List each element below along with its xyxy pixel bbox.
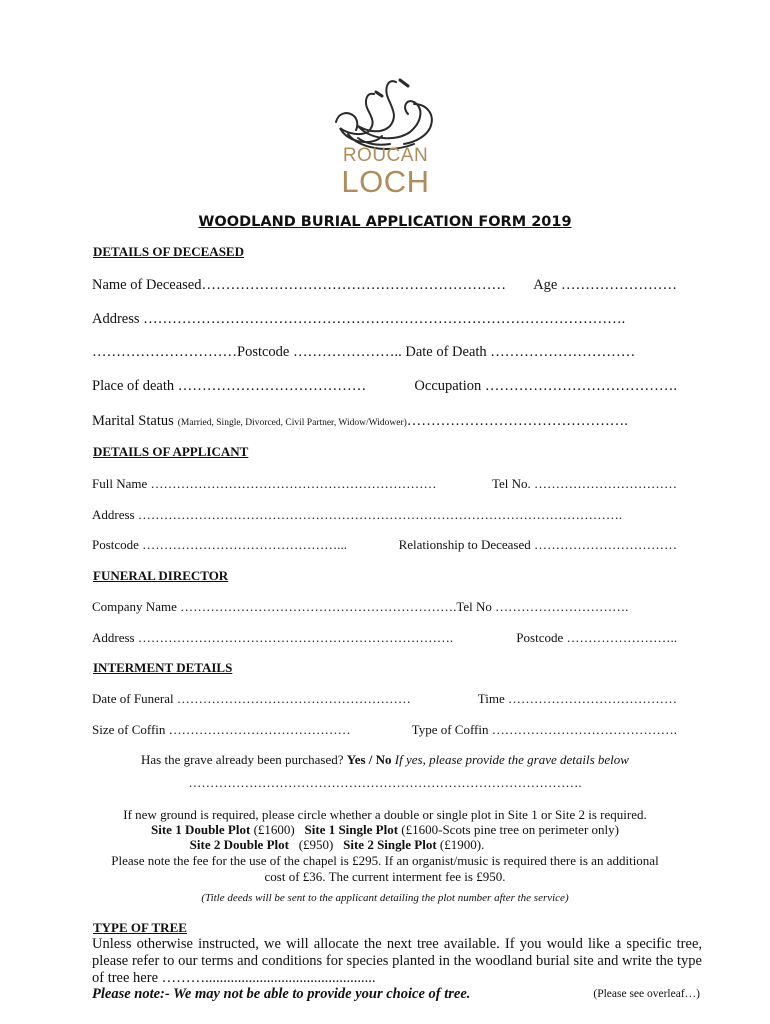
funeral-time-field[interactable]: Time …………………………………	[477, 691, 677, 706]
heading-applicant: DETAILS OF APPLICANT	[93, 444, 249, 459]
deceased-postcode-death-field[interactable]: …………………………Postcode ………………….. Date of Death …………………………	[92, 344, 636, 360]
applicant-relationship-field[interactable]: Relationship to Deceased ……………………………	[398, 537, 677, 552]
grave-question-text: Has the grave already been purchased?	[141, 752, 344, 767]
form-title: WOODLAND BURIAL APPLICATION FORM 2019	[198, 214, 572, 230]
site1-single-price: (£1600-Scots pine tree on perimeter only)	[401, 822, 619, 837]
grave-details-field[interactable]: ……………………………………………………………………………….	[188, 775, 582, 790]
marital-label: Marital Status	[92, 413, 174, 429]
deceased-occupation-field[interactable]: Occupation ………………………………….	[414, 378, 677, 394]
site2-single-plot[interactable]: Site 2 Single Plot	[343, 837, 437, 852]
site1-double-plot[interactable]: Site 1 Double Plot	[151, 822, 251, 837]
site2-double-plot[interactable]: Site 2 Double Plot	[189, 837, 289, 852]
deceased-age-field[interactable]: Age ……………………	[533, 277, 677, 293]
coffin-size-field[interactable]: Size of Coffin ……………………………………	[92, 722, 351, 737]
brand-line-2: LOCH	[341, 164, 430, 199]
chapel-fee-line-1: Please note the fee for the use of the chapel is £295. If an organist/music is required there is an additional	[111, 853, 659, 868]
applicant-tel-field[interactable]: Tel No. ……………………………	[491, 476, 677, 491]
heading-deceased: DETAILS OF DECEASED	[93, 244, 244, 259]
heading-interment: INTERMENT DETAILS	[93, 660, 233, 675]
site-2-options	[0, 837, 722, 853]
marital-dots: ……………………………………….	[406, 413, 628, 429]
deeds-note: (Title deeds will be sent to the applicant detailing the plot number after the service)	[201, 892, 569, 904]
site2-single-price: (£1900).	[439, 837, 485, 852]
new-ground-text: If new ground is required, please circle whether a double or single plot in Site 1 or Site 2 is required.	[123, 807, 647, 822]
applicant-postcode-field[interactable]: Postcode ………………………………………...	[92, 537, 347, 552]
marital-options: (Married, Single, Divorced, Civil Partner, Widow/Widower)	[177, 418, 407, 428]
grave-question	[0, 752, 770, 768]
coffin-type-field[interactable]: Type of Coffin …………………………………….	[411, 722, 677, 737]
site2-double-price: (£950)	[298, 837, 334, 852]
deceased-place-field[interactable]: Place of death …………………………………	[92, 378, 367, 394]
grave-yes-no[interactable]: Yes / No	[346, 752, 392, 767]
director-company-field[interactable]: Company Name ……………………………………………………….Tel No ………………………….	[92, 599, 629, 614]
deceased-address-field[interactable]: Address ……………………………………………………………………………………….	[92, 311, 626, 327]
tree-paragraph[interactable]: Unless otherwise instructed, we will allocate the next tree available. If you would like a specific tree, please refer to our terms and conditions for species planted in the woodland burial site and write the type of tree here ………...............................................	[92, 936, 702, 986]
tree-note: Please note:- We may not be able to provide your choice of tree.	[92, 986, 471, 1002]
applicant-address-field[interactable]: Address ………………………………………………………………………………………………….	[92, 507, 623, 522]
site1-single-plot[interactable]: Site 1 Single Plot	[304, 822, 399, 837]
applicant-fullname-field[interactable]: Full Name …………………………………………………………	[92, 476, 437, 491]
director-postcode-field[interactable]: Postcode ……………………..	[516, 630, 677, 645]
overleaf-note: (Please see overleaf…)	[593, 988, 700, 1000]
heading-tree: TYPE OF TREE	[93, 920, 187, 935]
heading-funeral-director: FUNERAL DIRECTOR	[93, 568, 229, 583]
funeral-date-field[interactable]: Date of Funeral ………………………………………………	[92, 691, 411, 706]
site-1-options	[0, 822, 770, 838]
grave-instruction: If yes, please provide the grave details below	[394, 752, 629, 767]
director-address-field[interactable]: Address ……………………………………………………………….	[92, 630, 454, 645]
brand-line-1: ROUCAN	[342, 145, 429, 166]
site1-double-price: (£1600)	[253, 822, 295, 837]
deceased-name-field[interactable]: Name of Deceased………………………………………………………	[92, 277, 506, 293]
deceased-marital-field[interactable]	[92, 412, 628, 430]
chapel-fee-line-2: cost of £36. The current interment fee is £950.	[264, 869, 506, 884]
